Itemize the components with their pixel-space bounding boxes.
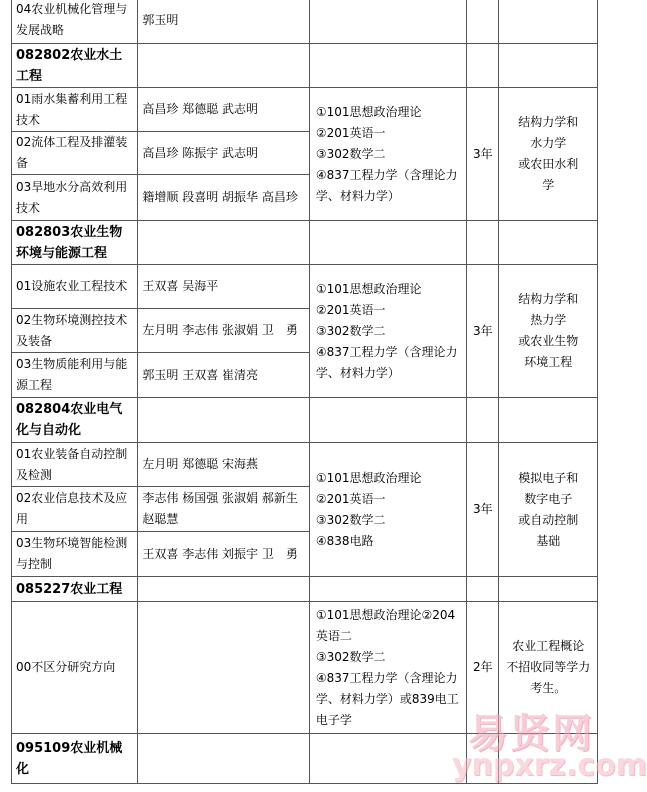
- study-years: 3年: [467, 265, 499, 398]
- tutor-cell: 郭玉明 王双喜 崔清亮: [138, 353, 309, 398]
- table-row: [12, 88, 598, 132]
- study-years: 3年: [467, 443, 499, 577]
- table-row: [12, 265, 598, 309]
- exam-cell: [309, 0, 466, 44]
- tutor-cell: 王双喜 吴海平: [138, 265, 309, 309]
- exam-subjects: ①101思想政治理论 ②201英语一 ③302数学二 ④838电路: [309, 443, 466, 577]
- major-name: 082804农业电气化与自动化: [12, 398, 138, 443]
- major-row: [12, 398, 598, 443]
- retest-subjects: 模拟电子和 数字电子 或自动控制 基础: [499, 443, 598, 577]
- major-name: 085227农业工程: [12, 577, 138, 602]
- tutor-cell: 李志伟 杨国强 张淑娟 郝新生 赵聪慧: [138, 487, 309, 532]
- tutor-cell: 籍增顺 段喜明 胡振华 高昌珍: [138, 175, 309, 221]
- direction-cell: 03生物环境智能检测与控制: [12, 532, 138, 577]
- tutor-cell: [138, 602, 309, 734]
- direction-cell: 02农业信息技术及应用: [12, 487, 138, 532]
- tutor-cell: 王双喜 李志伟 刘振宇 卫 勇: [138, 532, 309, 577]
- major-name: 082802农业水土工程: [12, 44, 138, 88]
- direction-cell: 04农业机械化管理与发展战略: [12, 0, 138, 44]
- direction-cell: 01农业装备自动控制及检测: [12, 443, 138, 487]
- study-years: 2年: [467, 602, 499, 734]
- direction-cell: 02生物环境测控技术及装备: [12, 309, 138, 353]
- admissions-table: [11, 0, 598, 784]
- direction-cell: 01雨水集蓄利用工程技术: [12, 88, 138, 132]
- retest-subjects: 结构力学和 水力学 或农田水利 学: [499, 88, 598, 221]
- watermark-text-cn: 易贤网: [468, 711, 594, 757]
- tutor-cell: 郭玉明: [138, 0, 309, 44]
- retest-subjects: 结构力学和 热力学 或农业生物 环境工程: [499, 265, 598, 398]
- study-years: 3年: [467, 88, 499, 221]
- watermark-logo: [450, 702, 647, 786]
- table-row: [12, 0, 598, 44]
- major-row: [12, 577, 598, 602]
- direction-cell: 01设施农业工程技术: [12, 265, 138, 309]
- major-row: [12, 44, 598, 88]
- tutor-cell: 左月明 李志伟 张淑娟 卫 勇: [138, 309, 309, 353]
- major-row: [12, 221, 598, 265]
- watermark-text-url: ynpxrz.com: [452, 748, 647, 783]
- table-row: [12, 443, 598, 487]
- major-name: 095109农业机械化: [12, 734, 138, 784]
- exam-subjects: ①101思想政治理论 ②201英语一 ③302数学二 ④837工程力学（含理论力学、材料力学）: [309, 265, 466, 398]
- major-name: 082803农业生物环境与能源工程: [12, 221, 138, 265]
- retest-subjects: 农业工程概论 不招收同等学力考生。: [499, 602, 598, 734]
- direction-cell: 00不区分研究方向: [12, 602, 138, 734]
- tutor-cell: 高昌珍 郑德聪 武志明: [138, 88, 309, 132]
- tutor-cell: 左月明 郑德聪 宋海燕: [138, 443, 309, 487]
- direction-cell: 03生物质能利用与能源工程: [12, 353, 138, 398]
- direction-cell: 02流体工程及排灌装备: [12, 132, 138, 175]
- direction-cell: 03旱地水分高效利用技术: [12, 175, 138, 221]
- exam-subjects: ①101思想政治理论 ②201英语一 ③302数学二 ④837工程力学（含理论力学、材料力学）: [309, 88, 466, 221]
- tutor-cell: 高昌珍 陈振宇 武志明: [138, 132, 309, 175]
- exam-subjects: ①101思想政治理论②204英语二 ③302数学二 ④837工程力学（含理论力学、材料力学）或839电工电子学: [309, 602, 466, 734]
